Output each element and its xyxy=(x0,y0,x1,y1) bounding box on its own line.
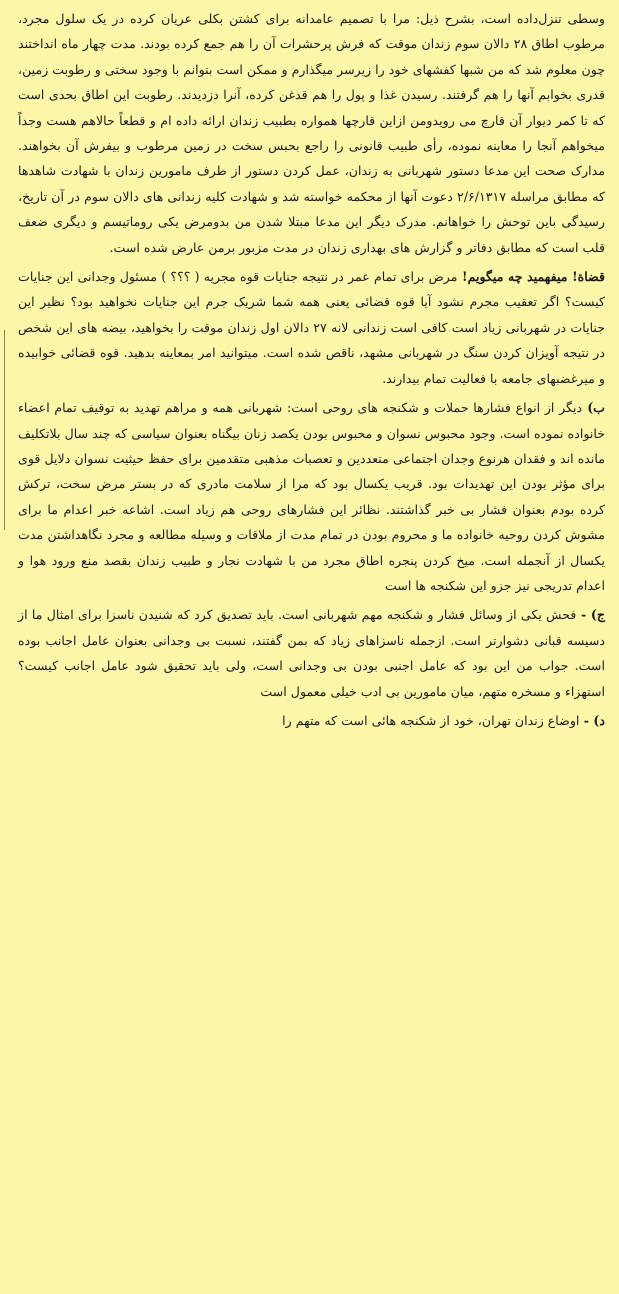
paragraph-text: دیگر از انواع فشارها حملات و شکنجه های روحی است: شهربانی همه و مراهم تهدید به توقیف تمام اعضاء خانواده نموده است. وجود محبوس نسوان و محبوس بودن یکصد زنان بیگناه بعنوان سیاسی که چند سال بلاتکلیف مانده اند و فقدان هرنوع وجدان اجتماعی متعددین و تعصبات مذهبی متقدمین برای حفظ حیثیت نسوان دلایل قوی برای مؤثر بودن این تهدیدات بود. قریب یکسال بود که مرا از سلامت مادری که در بستر مرض سخت، ترکش کرده بودم بعنوان فشار بی خبر گذاشتند. نظائر این فشارهای روحی هم زیاد است. اشاعه خبر اعدام ما برای مشوش کردن روحیه خانواده ما و محروم بودن در تمام مدت از ملاقات و وسیله مطالعه و مجرد نگاهداشتن مدت یکسال از آنجمله است. میخ کردن پنجره اطاق مجرد من با شهادت نجار و طبیب زندان بقصد منع ورود هوا و اعدام تدریجی نیز جزو این شکنجه ها است xyxy=(18,400,605,593)
paragraph-solitary-cell xyxy=(18,6,605,260)
paragraph-lead: ب) xyxy=(582,400,606,416)
paragraph-judges xyxy=(18,264,605,391)
paragraph-b-mental-torture xyxy=(18,395,605,598)
paragraph-text: وسطی تنزل‌داده است، بشرح ذیل: مرا با تصمیم عامدانه برای کشتن بکلی عریان کرده در یک سلول مجرد، مرطوب اطاق ۲۸ دالان سوم زندان موقت که فرش پرحشرات آن را هم جمع کرده بودند. مدت چهار ماه انداختند چون معلوم شد که من شبها کفشهای خود را زیرسر میگذارم و ممکن است بتوانم با وجود سختی و رطوبت زمین، قدری بخوابم آنها را هم گرفتند. رسیدن غذا و پول را هم قدغن کرده، آنرا دزدیدند. رطوبت این اطاق بحدی است که تا کمر دیوار آن قارچ می رویدومن ازاین قارچها همواره بطبیب زندان ارائه داده ام و قطعاً حالاهم هست وجداً میخواهم آنجا را معاینه نموده، رأی طبیب قانونی را راجع بحبس سخت در زمین مرطوب و بیفرش آن بخواهند. مدارک صحت این مدعا دستور شهربانی به زندان، عمل کردن دستور از طرف مامورین زندان با شهادت شاهدها که مطابق مراسله ۲/۶/۱۳۱۷ دعوت آنها از محکمه خواسته شد و شهادت کلیه زندانی های دالان سوم در آن تاریخ، رسیدگی باین توحش را خواهانم. مدرک دیگر این مدعا مبتلا شدن من بدومرض یکی روماتیسم و دیگری ضعف قلب است که مطابق دفاتر و گزارش های بهداری زندان در مدت مزبور برمن عارض شده است. xyxy=(18,11,605,255)
paragraph-text: مرض برای تمام عمر در نتیجه جنایات قوه مجریه ( ؟؟؟ ) مسئول وجدانی این جنایات کیست؟ اگر تعقیب مجرم نشود آیا قوه قضائی یعنی همه شما شریک جرم این جنایات نخواهید بود؟ نظیر این جنایات در شهربانی زیاد است کافی است زندانی لانه ۲۷ دالان اول زندان موقت را بخواهید، بیضه های این شخص در نتیجه آویزان کردن سنگ در شهربانی مشهد، ناقص شده است. میتوانید امر بمعاینه بدهید. قوه قضائی خوابیده و میرغضبهای جامعه با فعالیت تمام بیدارند. xyxy=(18,269,605,386)
paragraph-text: اوضاع زندان تهران، خود از شکنجه هائی است که متهم را xyxy=(282,712,580,728)
paragraph-lead: ج) - xyxy=(576,607,605,623)
paragraph-text: فحش یکی از وسائل فشار و شکنجه مهم شهربانی است. باید تصدیق کرد که شنیدن ناسزا برای امثال ما از دسیسه قبانی دشوارتر است. ازجمله ناسزاهای زیاد که بمن گفتند، نسبت بی وجدانی بعنوان عامل اجانب بوده است. جواب من این بود که عامل اجنبی بودن بی وجدانی است، ولی باید تحقیق شود عامل اجانب کیست؟ استهزاء و مسخره متهم، میان مامورین بی ادب خیلی معمول است xyxy=(18,607,605,699)
paragraph-lead: قضاة! میفهمید چه میگویم! xyxy=(457,269,605,285)
paragraph-c-insults xyxy=(18,602,605,704)
paragraph-d-tehran-prison xyxy=(18,708,605,733)
paragraph-lead: د) - xyxy=(579,712,605,728)
margin-rule xyxy=(4,330,5,530)
